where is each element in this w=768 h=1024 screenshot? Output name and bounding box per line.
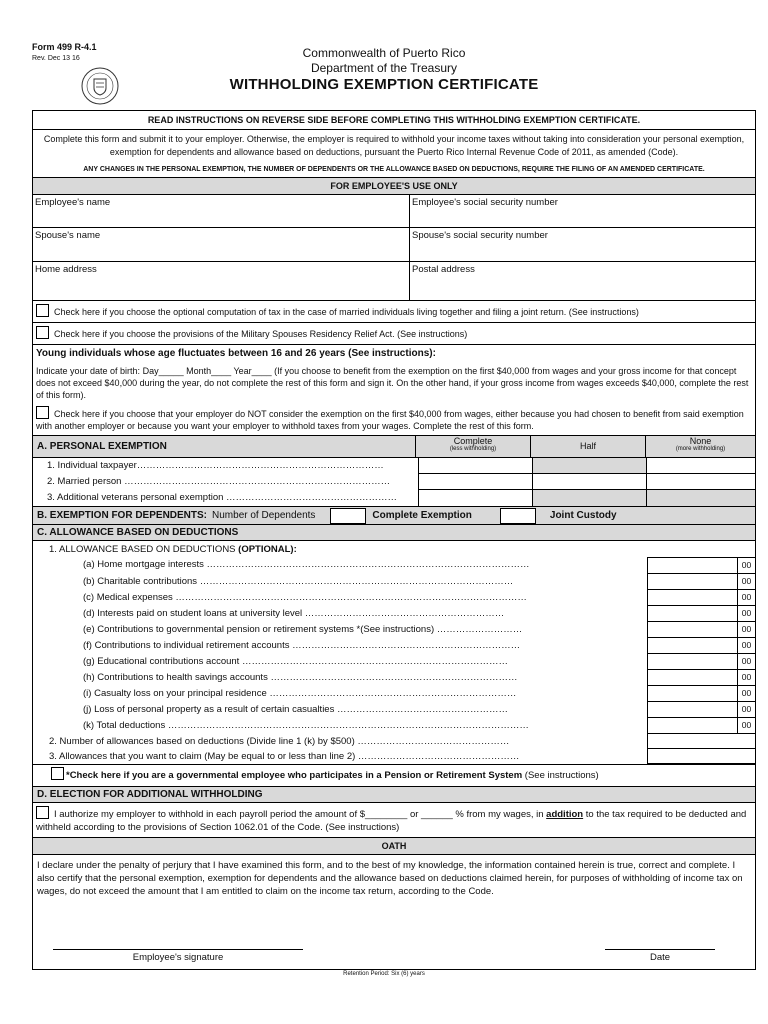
form-title: WITHHOLDING EXEMPTION CERTIFICATE [229,76,539,93]
half-column-header: Half [530,436,645,457]
deduction-cents: 00 [737,590,755,606]
veterans-half-cell [532,490,646,506]
deduction-row: (c) Medical expenses ………………………………………………………………………………………………… 00 [33,590,755,606]
line-2-row: 2. Number of allowances based on deductions (Divide line 1 (k) by $500) ………………………………………… [33,734,755,749]
complete-instructions: Complete this form and submit it to your employer. Otherwise, the employer is required to withhold your income taxes without taking into consideration your personal exemption, exemption for dependents and allowance based on deductions, pursuant the Puerto Rico Internal Revenue Code of 2011, as amended (Code). [33,129,755,162]
department-line: Department of the Treasury [310,61,458,75]
line-3-value[interactable] [647,749,755,764]
personal-exemption-row: 1. Individual taxpayer…………………………………………………………………… [33,458,755,474]
deduction-cents: 00 [737,557,755,574]
form-number-text: Form 499 R-4.1 [32,42,97,52]
address-row [33,261,755,300]
deduction-row: (f) Contributions to individual retirement accounts ……………………………………………………………… 00 [33,638,755,654]
form-body [32,110,756,970]
none-column-header: None (more withholding) [645,436,755,457]
deduction-cents: 00 [737,702,755,718]
revision-date: Rev. Dec 13 16 [32,55,80,62]
section-b-row [33,506,755,524]
line-2-value[interactable] [647,734,755,749]
deduction-amount[interactable] [647,557,737,574]
spouse-row [33,227,755,261]
form-number [32,42,97,64]
section-c-title: C. ALLOWANCE BASED ON DEDUCTIONS [33,524,755,540]
governmental-employee-checkbox[interactable] [51,767,64,780]
section-c-body [33,540,755,786]
deduction-row: (a) Home mortgage interests ………………………………………………………………………………………… 00 [33,557,755,574]
section-a-items [33,457,755,506]
optional-computation-row [33,300,755,322]
spouse-name-field[interactable]: Spouse's name [33,228,410,261]
oath-text: I declare under the penalty of perjury that I have examined this form, and to the best of my knowledge, the information contained herein is true, correct and complete. I also certify that the personal exemption, exemption for dependents and the allowance based on deductions claimed herein, for purposes of withholding of income tax on wages, do not exceed the amount that I am entitled to claim on the income tax return, according to the Code. [37,860,743,897]
deduction-amount[interactable] [647,654,737,670]
joint-custody-label: Joint Custody [549,510,617,521]
individual-half-cell [532,458,646,474]
deduction-amount[interactable] [647,574,737,590]
additional-withholding-row: I authorize my employer to withhold in each payroll period the amount of $________ or ______ % from my wages, in addition to the tax required to be deducted and withheld according to the provisions of Section 1062.01 of the Code. (See instructions) [33,802,755,837]
deduction-cents: 00 [737,574,755,590]
veterans-none-cell [646,490,755,506]
deduction-row: (j) Loss of personal property as a result of certain casualties ……………………………………………… 00 [33,702,755,718]
deductions-list [33,557,755,734]
form-page [12,0,756,977]
married-complete-cell[interactable] [418,474,532,490]
deduction-amount[interactable] [647,622,737,638]
home-address-field[interactable]: Home address [33,262,410,300]
deduction-cents: 00 [737,686,755,702]
birth-date-instructions: Indicate your date of birth: Day_____ Month____ Year____ (If you choose to benefit from the exemption on the first $40,000 from wages and your gross income for that concept does not exceed $40,000 during the year, do not complete the rest of this form and sign it. On the other hand, if your gross income from wages exceeds $40,000, complete the rest of this form). [36,366,749,400]
employee-ssn-field[interactable]: Employee's social security number [412,197,558,208]
individual-complete-cell[interactable] [418,458,532,474]
section-d-title: D. ELECTION FOR ADDITIONAL WITHHOLDING [33,786,755,802]
military-label: Check here if you choose the provisions of the Military Spouses Residency Relief Act. (See instructions) [54,329,468,339]
deduction-amount[interactable] [647,638,737,654]
deduction-row: (e) Contributions to governmental pension or retirement systems *(See instructions) ……………………… 00 [33,622,755,638]
deduction-row: (h) Contributions to health savings accounts …………………………………………………………………… 00 [33,670,755,686]
dependents-label: Number of Dependents [212,510,316,521]
retention-period: Retention Period: Six (6) years [343,971,425,977]
oath-section [33,854,755,969]
married-row: 2. Married person ………………………………………………………………………… [33,474,755,490]
complete-exemption-box[interactable] [500,508,536,524]
deduction-row: (d) Interests paid on student loans at university level ……………………………………………………… 00 [33,606,755,622]
commonwealth-line: Commonwealth of Puerto Rico [302,46,466,60]
deduction-cents: 00 [737,718,755,734]
oath-title: OATH [33,837,755,854]
treasury-seal-icon [80,66,120,106]
deduction-amount[interactable] [647,590,737,606]
married-half-cell[interactable] [532,474,646,490]
deduction-amount[interactable] [647,670,737,686]
governmental-employee-row: *Check here if you are a governmental employee who participates in a Pension or Retirement System (See instructions) [33,764,755,786]
deduction-amount[interactable] [647,702,737,718]
young-title: Young individuals whose age fluctuates between 16 and 26 years (See instructions): [36,348,436,359]
additional-withholding-checkbox[interactable] [36,806,49,819]
no-exemption-label: Check here if you choose that your employer do NOT consider the exemption on the first $40,000 from wages, either because you had chosen to benefit from said exemption with another employer or because you want your employer to withhold taxes from your wages. Complete the rest of this form. [36,409,744,431]
read-instructions: READ INSTRUCTIONS ON REVERSE SIDE BEFORE COMPLETING THIS WITHHOLDING EXEMPTION CERTIFICATE. [147,115,641,125]
no-exemption-checkbox[interactable] [36,406,49,419]
form-header [12,42,756,110]
complete-exemption-label: Complete Exemption [372,510,472,521]
deduction-row: (b) Charitable contributions ……………………………………………………………………………………… 00 [33,574,755,590]
allowance-line-1: 1. ALLOWANCE BASED ON DEDUCTIONS (OPTIONAL): [49,544,297,555]
deduction-cents: 00 [737,638,755,654]
employee-use-header: FOR EMPLOYEE'S USE ONLY [33,177,755,194]
deduction-amount[interactable] [647,686,737,702]
optional-computation-checkbox[interactable] [36,304,49,317]
section-a-title: A. PERSONAL EXEMPTION [37,441,167,452]
deduction-row: (g) Educational contributions account ………………………………………………………………………… 00 [33,654,755,670]
spouse-ssn-field[interactable]: Spouse's social security number [412,230,548,241]
line-3-row: 3. Allowances that you want to claim (May be equal to or less than line 2) …………………………………………… [33,749,755,764]
deduction-cents: 00 [737,606,755,622]
deduction-cents: 00 [737,622,755,638]
veterans-complete-cell[interactable] [418,490,532,506]
employee-name-field[interactable]: Employee's name [33,195,410,227]
name-row [33,194,755,227]
military-row [33,322,755,344]
section-a-header [33,435,755,457]
deduction-row: (i) Casualty loss on your principal residence …………………………………………………………………… 00 [33,686,755,702]
veterans-row: 3. Additional veterans personal exemption ……………………………………………… [33,490,755,506]
deduction-amount[interactable] [647,718,737,734]
changes-notice: ANY CHANGES IN THE PERSONAL EXEMPTION, THE NUMBER OF DEPENDENTS OR THE ALLOWANCE BASED ON DEDUCTIONS, REQUIRE THE FILING OF AN AMENDED CERTIFICATE. [83,166,705,173]
individual-none-cell[interactable] [646,458,755,474]
deduction-cents: 00 [737,654,755,670]
military-checkbox[interactable] [36,326,49,339]
optional-computation-label: Check here if you choose the optional computation of tax in the case of married individuals living together and filing a joint return. (See instructions) [54,307,639,317]
employee-signature-line[interactable]: Employee's signature [53,949,303,963]
young-individuals-section [33,344,755,435]
married-none-cell[interactable] [646,474,755,490]
complete-column-header: Complete (less withholding) [415,436,530,457]
deduction-cents: 00 [737,670,755,686]
postal-address-field[interactable]: Postal address [412,264,475,275]
section-b-title: B. EXEMPTION FOR DEPENDENTS: [37,510,208,521]
deduction-row: (k) Total deductions …………………………………………………………………………………………………… 00 [33,718,755,734]
deduction-amount[interactable] [647,606,737,622]
date-line[interactable]: Date [605,949,715,963]
young-check-row [36,406,752,432]
dependents-number-box[interactable] [330,508,366,524]
